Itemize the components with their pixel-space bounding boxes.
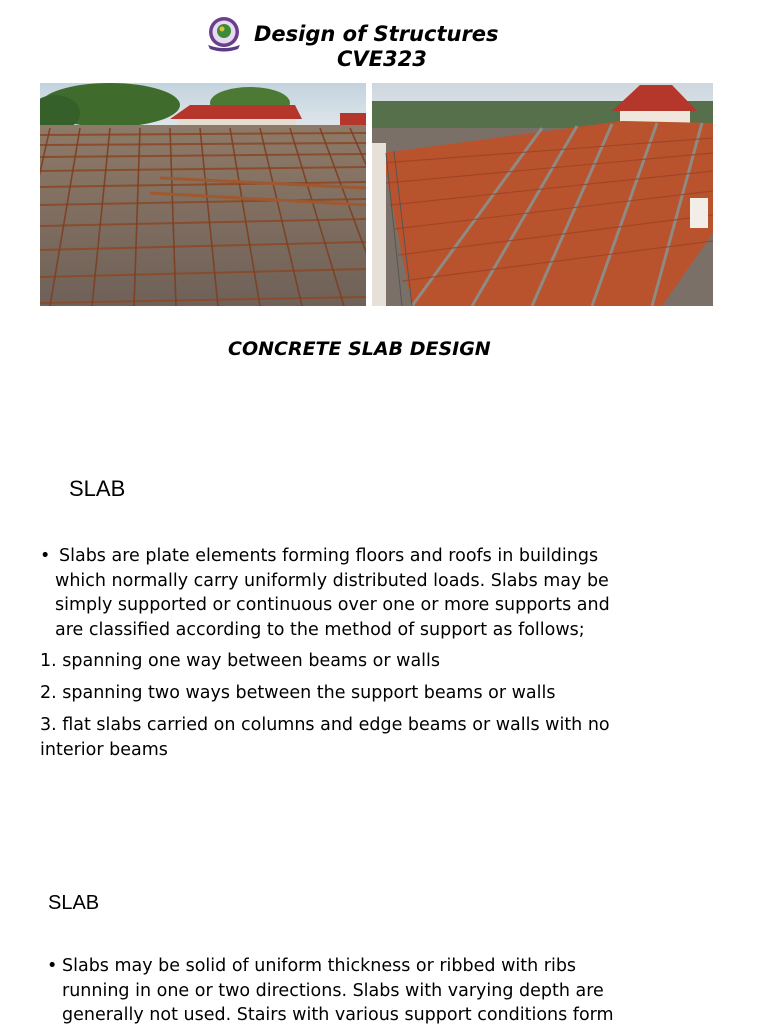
paragraph-line: Slabs are plate elements forming floors and roofs in buildings — [59, 546, 599, 566]
course-title: Design of Structures — [254, 22, 499, 46]
bullet-paragraph — [47, 954, 687, 1028]
paragraph-line: Slabs may be solid of uniform thickness or ribbed with ribs — [62, 956, 577, 976]
section-heading: SLAB — [69, 476, 126, 501]
bullet-paragraph — [40, 544, 680, 642]
hollow-block-slab-photo — [372, 83, 713, 306]
bullet-icon: • — [40, 546, 51, 566]
paragraph-line: generally not used. Stairs with various support conditions form — [62, 1005, 614, 1025]
list-item — [40, 713, 610, 762]
rebar-mesh-slab-photo — [40, 83, 366, 306]
list-item: 2. spanning two ways between the support beams or walls — [40, 683, 556, 703]
course-code: CVE323 — [337, 47, 427, 71]
paragraph-line: running in one or two directions. Slabs with varying depth are — [62, 980, 604, 1001]
list-item-line: 3. flat slabs carried on columns and edge beams or walls with no — [40, 715, 610, 735]
bullet-icon: • — [47, 956, 58, 976]
section-title: CONCRETE SLAB DESIGN — [228, 338, 491, 360]
university-seal-icon — [205, 15, 243, 53]
paragraph-line: simply supported or continuous over one or more supports and — [55, 595, 610, 615]
section-heading: SLAB — [48, 892, 100, 914]
list-item: 1. spanning one way between beams or walls — [40, 651, 441, 671]
paragraph-line: which normally carry uniformly distributed loads. Slabs may be — [55, 570, 609, 591]
paragraph-line: are classified according to the method of support as follows; — [55, 619, 585, 640]
list-item-line: interior beams — [40, 739, 168, 760]
